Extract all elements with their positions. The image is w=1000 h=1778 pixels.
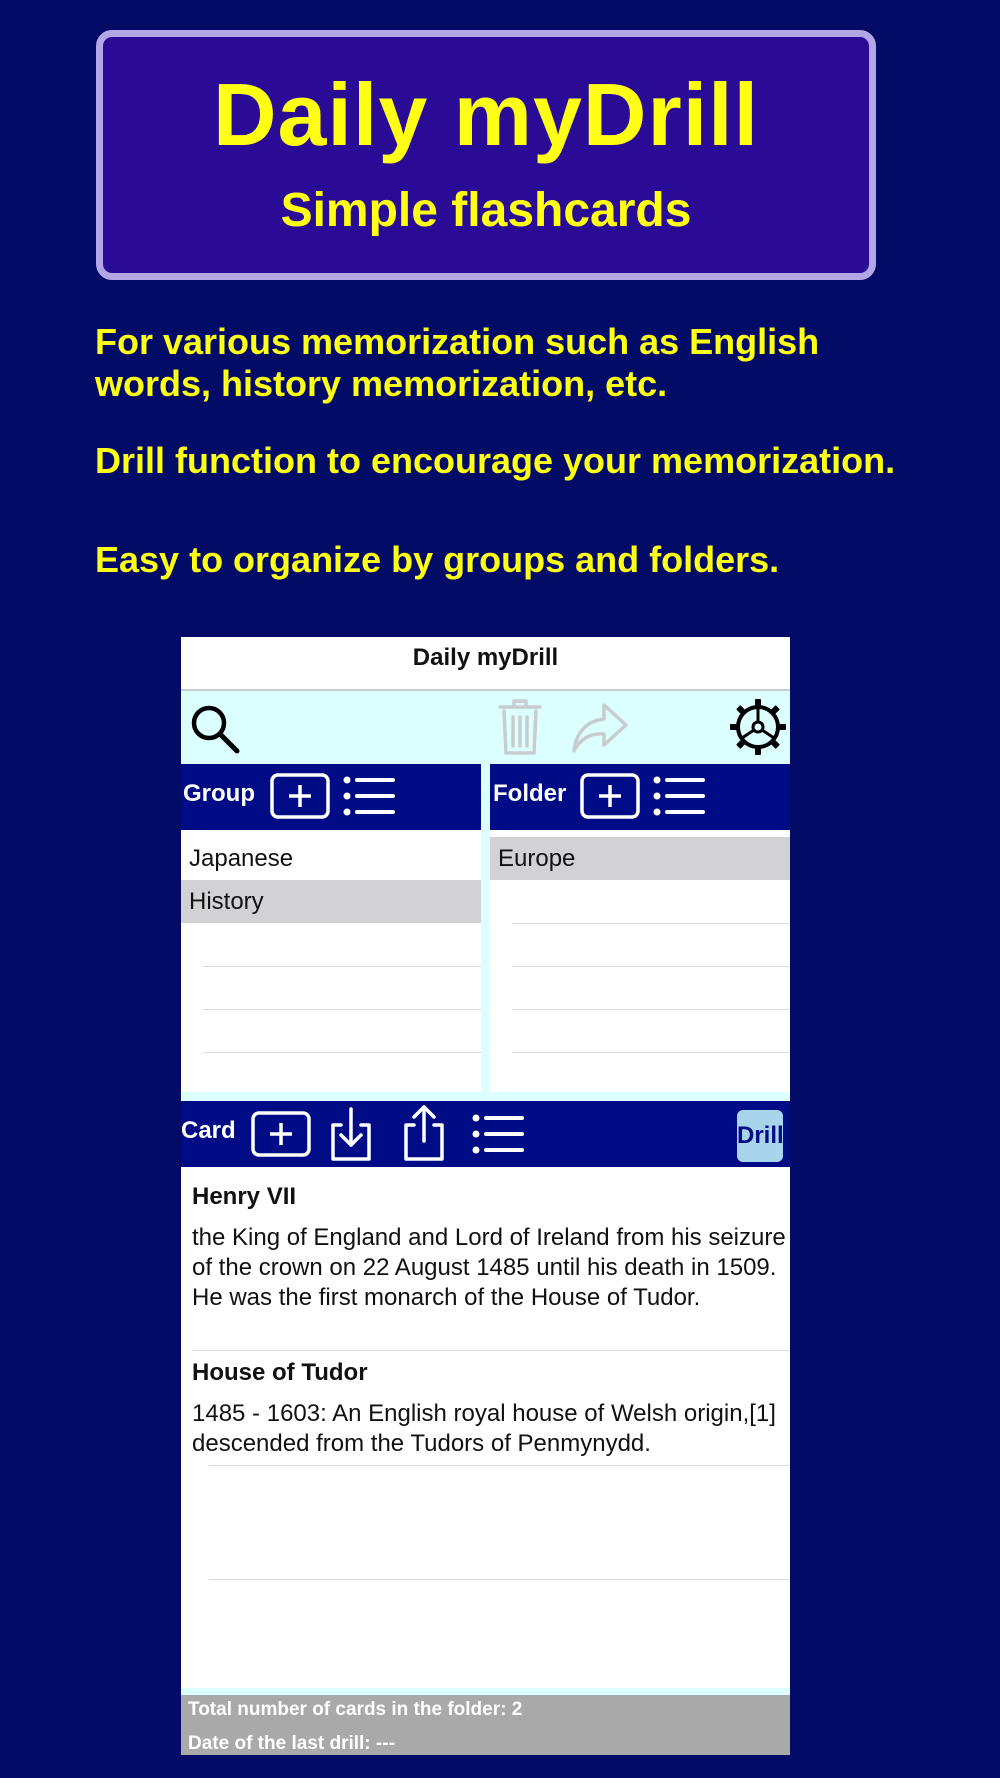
list-separator: [512, 1009, 790, 1010]
group-list-icon[interactable]: [343, 775, 397, 822]
total-cards-text: Total number of cards in the folder: 2: [188, 1699, 523, 1720]
promo-banner: [96, 30, 876, 280]
group-list: [181, 830, 481, 1092]
add-card-button[interactable]: [251, 1111, 311, 1162]
card-header: [181, 1101, 790, 1167]
feature-text-1: For various memorization such as English words, history memorization, etc.: [95, 321, 820, 404]
panel-bottom-divider: [181, 1092, 790, 1101]
card-separator: [209, 1579, 790, 1580]
import-icon[interactable]: [327, 1105, 375, 1168]
list-separator: [203, 966, 481, 967]
promo-title: Daily myDrill: [212, 65, 760, 164]
drill-button[interactable]: Drill: [737, 1110, 783, 1162]
feature-text-2: Drill function to encourage your memorization.: [95, 440, 896, 481]
list-separator: [512, 1052, 790, 1053]
folder-list-icon[interactable]: [653, 775, 707, 822]
add-folder-button[interactable]: [580, 773, 640, 824]
search-icon[interactable]: [189, 703, 241, 760]
folder-header: [490, 764, 790, 830]
list-separator: [512, 923, 790, 924]
trash-icon[interactable]: [496, 697, 544, 762]
card-separator: [209, 1465, 790, 1466]
add-group-button[interactable]: [270, 773, 330, 824]
card-list: [181, 1169, 790, 1688]
app-title: Daily myDrill: [181, 637, 790, 691]
card-list-icon[interactable]: [472, 1113, 526, 1160]
footer-divider: [181, 1688, 790, 1695]
last-drill-text: Date of the last drill: ---: [188, 1733, 395, 1754]
list-separator: [512, 966, 790, 967]
status-footer: [181, 1695, 790, 1755]
group-label: Group: [183, 780, 255, 807]
folder-item-europe[interactable]: Europe: [490, 837, 790, 880]
gear-icon[interactable]: [729, 698, 787, 761]
list-separator: [203, 1052, 481, 1053]
promo-subtitle: Simple flashcards: [280, 184, 692, 237]
list-separator: [203, 1009, 481, 1010]
group-item-history[interactable]: History: [181, 880, 481, 923]
share-icon[interactable]: [400, 1103, 448, 1168]
card-term[interactable]: House of Tudor: [192, 1359, 368, 1386]
card-definition: 1485 - 1603: An English royal house of Welsh origin,[1] descended from the Tudors of Penmynydd.: [192, 1400, 776, 1457]
card-label: Card: [181, 1117, 236, 1144]
main-toolbar: [181, 691, 790, 764]
card-separator: [192, 1350, 790, 1351]
folder-list: [490, 830, 790, 1092]
feature-text-3: Easy to organize by groups and folders.: [95, 539, 780, 580]
app-screen: [181, 637, 790, 1755]
folder-label: Folder: [493, 780, 567, 807]
group-item-japanese[interactable]: Japanese: [189, 845, 294, 872]
group-header: [181, 764, 481, 830]
card-definition: the King of England and Lord of Ireland from his seizure of the crown on 22 August 1485 until his death in 1509. He was the first monarch of the House of Tudor.: [192, 1224, 786, 1311]
card-term[interactable]: Henry VII: [192, 1183, 297, 1210]
forward-arrow-icon[interactable]: [570, 699, 630, 760]
panel-divider: [481, 764, 490, 1101]
